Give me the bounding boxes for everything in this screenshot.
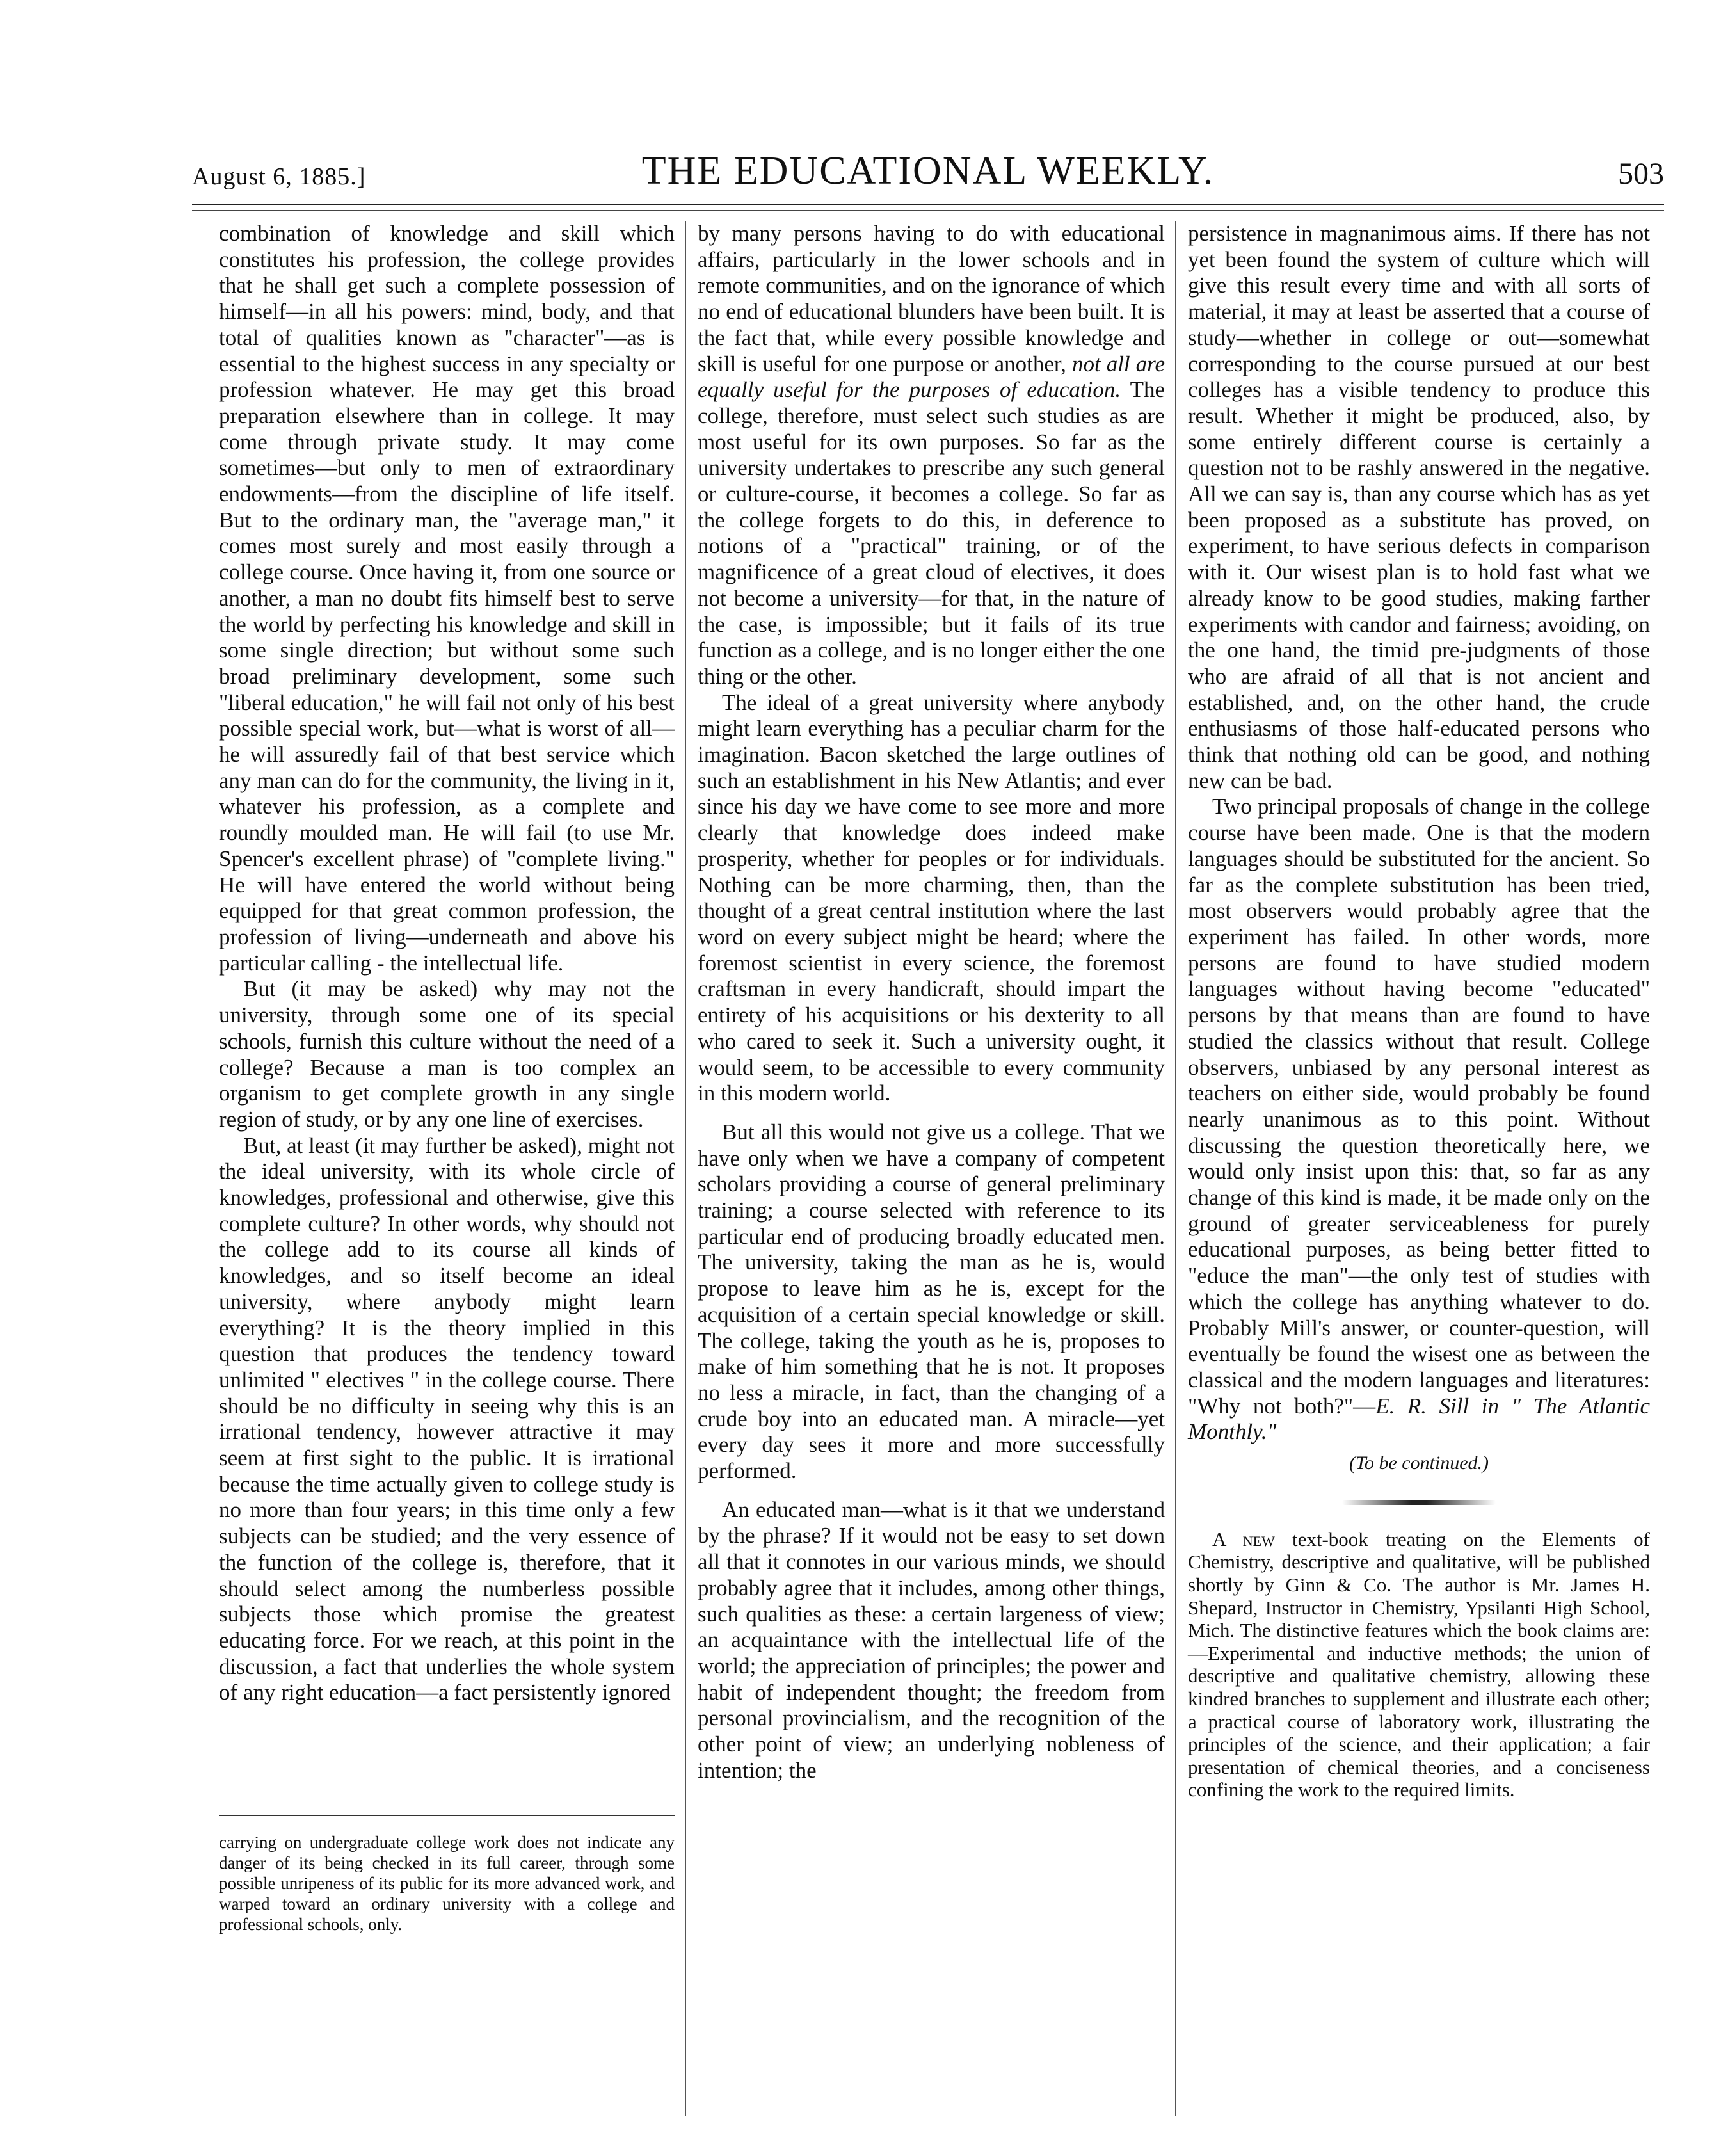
continued-note: (To be continued.) [1349, 1452, 1489, 1474]
paragraph: An educated man—what is it that we understand by the phrase? If it would not be easy to set down all that it connotes in our various minds, we should probably agree that it includes, among other things, such qualities as these: a certain largeness of view; an acquaintance with the intellectual life of the world; the appreciation of principles; the power and habit of independent thought; the freedom from personal provincialism, and the recognition of the other point of view; an underlying nobleness of intention; the [698, 1497, 1165, 1783]
paragraph: But, at least (it may further be asked), might not the ideal university, with its whole circle of knowledges, professional and otherwise, give this complete culture? In other words, why should not the college add to its course all kinds of knowledges, and so itself become an ideal university, where anybody might learn everything? It is the theory implied in this question that produces the tendency toward unlimited " electives " in the college course. There should be no difficulty in seeing why this is an irrational tendency, however attractive it may seem at first sight to the public. It is irrational because the time actually given to college study is no more than four years; in this time only a few subjects can be studied; and the very essence of the function of the college is, therefore, that it should select among the numberless possible subjects those which promise the greatest educating force. For we reach, at this point in the discussion, a fact that underlies the whole system of any right education—a fact persistently ignored [219, 1132, 675, 1705]
text-run: text-book treating on the Elements of Chemistry, descriptive and qualitative, will be published shortly by Ginn & Co. The author is Mr. James H. Shepard, Instructor in Chemistry, Ypsilanti High School, Mich. The distinctive features which the book claims are:—Experimental and inductive methods; the union of descriptive and qualitative chemistry, allowing these kindred branches to supplement and illustrate each other; a practical course of laboratory work, illustrating the principles of the science, and their application; a fair presentation of chemical theories, and a conciseness confining the work to the required limits. [1188, 1527, 1651, 1801]
paragraph: persistence in magnanimous aims. If there has not yet been found the system of culture which will give this result every time and with all sorts of material, it may at least be asserted that a course of study—whether in college or out—somewhat corresponding to the course pursued at our best colleges has a visible tendency to produce this result. Whether it might be produced, also, by some entirely different course is certainly a question not to be rashly answered in the negative. All we can say is, than any course which has as yet been proposed as a substitute has proved, on experiment, to have serious defects in comparison with it. Our wisest plan is to hold fast what we already know to be good studies, making farther experiments with candor and fairness; avoiding, on the one hand, the timid pre-judgments of those who are afraid of all that is not ancient and established, and, on the other hand, the crude enthusiasms of those half-educated persons who think that nothing old can be good, and nothing new can be bad. [1188, 221, 1650, 793]
paragraph [1188, 1528, 1650, 1801]
page-number: 503 [1618, 157, 1664, 191]
column-1 [219, 221, 675, 1706]
book-notice [1188, 1528, 1650, 1801]
paragraph [698, 221, 1165, 690]
paragraph: The ideal of a great university where anybody might learn everything has a peculiar charm for the imagination. Bacon sketched the large outlines of such an establishment in his New Atlantis; and ever since his day we have come to see more and more clearly that knowledge does indeed make prosperity, whether for peoples or for individuals. Nothing can be more charming, then, than the thought of a great central institution where the last word on every subject might be heard; where the foremost scientist in every science, the foremost craftsman in every handicraft, should impart the entirety of his acquisitions or his dexterity to all who cared to seek it. Such a university ought, it would seem, to be accessible to every community in this modern world. [698, 689, 1165, 1106]
text-run: by many persons having to do with educational affairs, particularly in the lower schools and in remote communities, and on the ignorance of which no end of educational blunders have been built. It is the fact that, while every possible knowledge and skill is useful for one purpose or another, [698, 221, 1165, 376]
header-rule-bottom [192, 210, 1664, 211]
page-header [192, 149, 1664, 200]
masthead-title: THE EDUCATIONAL WEEKLY. [641, 149, 1215, 193]
text-run: The college, therefore, must select such studies as are most useful for its own purposes. So far as the university undertakes to prescribe any such general or culture-course, it becomes a college. So far as the college forgets to do this, in deference to notions of a "practical" training, or of the magnificence of a great cloud of electives, it does not become a university—for that, in the nature of the case, is impossible; but it fails of its true function as a college, and is no longer either the one thing or the other. [698, 377, 1165, 689]
footnote: carrying on undergraduate college work does not indicate any danger of its being checked in its full career, through some possible unripeness of its public for its more advanced work, and warped toward an ordinary university with a college and professional schools, only. [219, 1833, 675, 1934]
column-divider-2 [1175, 221, 1176, 2116]
header-rule-top [192, 204, 1664, 205]
article-attribution: E. R. Sill in " The Atlantic Monthly." [1188, 1393, 1650, 1445]
paragraph [1188, 794, 1650, 1445]
paragraph: But all this would not give us a college. That we have only when we have a company of competent scholars providing a course of general preliminary training; a course selected with reference to its particular end of producing broadly educated men. The university, taking the man as he is, would propose to leave him as he is, except for the acquisition of a certain special knowledge or skill. The college, taking the youth as he is, proposes to make of him something that he is not. It proposes no less a miracle, in fact, than the changing of a crude boy into an educated man. A miracle—yet every day sees it more and more successfully performed. [698, 1119, 1165, 1484]
text-run: Two principal proposals of change in the college course have been made. One is that the modern languages should be substituted for the ancient. So far as the complete substitution has been tried, most observers would probably agree that the experiment has failed. In other words, more persons are found to have studied modern languages without having become "educated" persons by that means than are found to have studied the classics without that result. College observers, unbiased by any personal interest as teachers on either side, would probably be found nearly unanimous as to this point. Without discussing the question theoretically here, we would only insist upon this: that, so far as any change of this kind is made, it be made only on the ground of greater serviceableness for purely educational purposes, as being better fitted to "educe the man"—the only test of studies with which the college has anything whatever to do. Probably Mill's answer, or counter-question, will eventually be found the wisest one as between the classical and the modern languages and literatures: "Why not both?"— [1188, 794, 1650, 1419]
column-2 [698, 221, 1165, 1783]
column-divider-1 [685, 221, 686, 2116]
paragraph: combination of knowledge and skill which constitutes his profession, the college provides that he shall get such a complete possession of himself—in all his powers: mind, body, and that total of qualities known as "character"—as is essential to the highest success in any specialty or profession whatever. He may get this broad preparation elsewhere than in college. It may come through private study. It may come sometimes—but only to men of extraordinary endowments—from the discipline of life itself. But to the ordinary man, the "average man," it comes most surely and most easily through a college course. Once having it, from one source or another, a man no doubt fits himself best to serve the world by perfecting his knowledge and skill in some single direction; but without some such broad preliminary development, some such "liberal education," he will fail not only of his best possible special work, but—what is worst of all—he will assuredly fail of that best service which any man can do for the community, the living in it, whatever his profession, as a complete and roundly moulded man. He will fail (to use Mr. Spencer's excellent phrase) of "complete living." He will have entered the world without being equipped for that great common profession, the profession of living—underneath and above his particular calling - the intellectual life. [219, 221, 675, 976]
notice-lead: A new [1212, 1527, 1275, 1550]
issue-date: August 6, 1885.] [192, 163, 366, 190]
emphasis-text: not all are equally useful for the purposes of education. [698, 351, 1165, 403]
section-divider [1342, 1500, 1496, 1505]
paragraph: But (it may be asked) why may not the university, through some one of its special schools, furnish this culture without the need of a college? Because a man is too complex an organism to get complete growth in any single region of study, or by any one line of exercises. [219, 976, 675, 1132]
column-3 [1188, 221, 1650, 1801]
footnote-rule [219, 1815, 675, 1816]
